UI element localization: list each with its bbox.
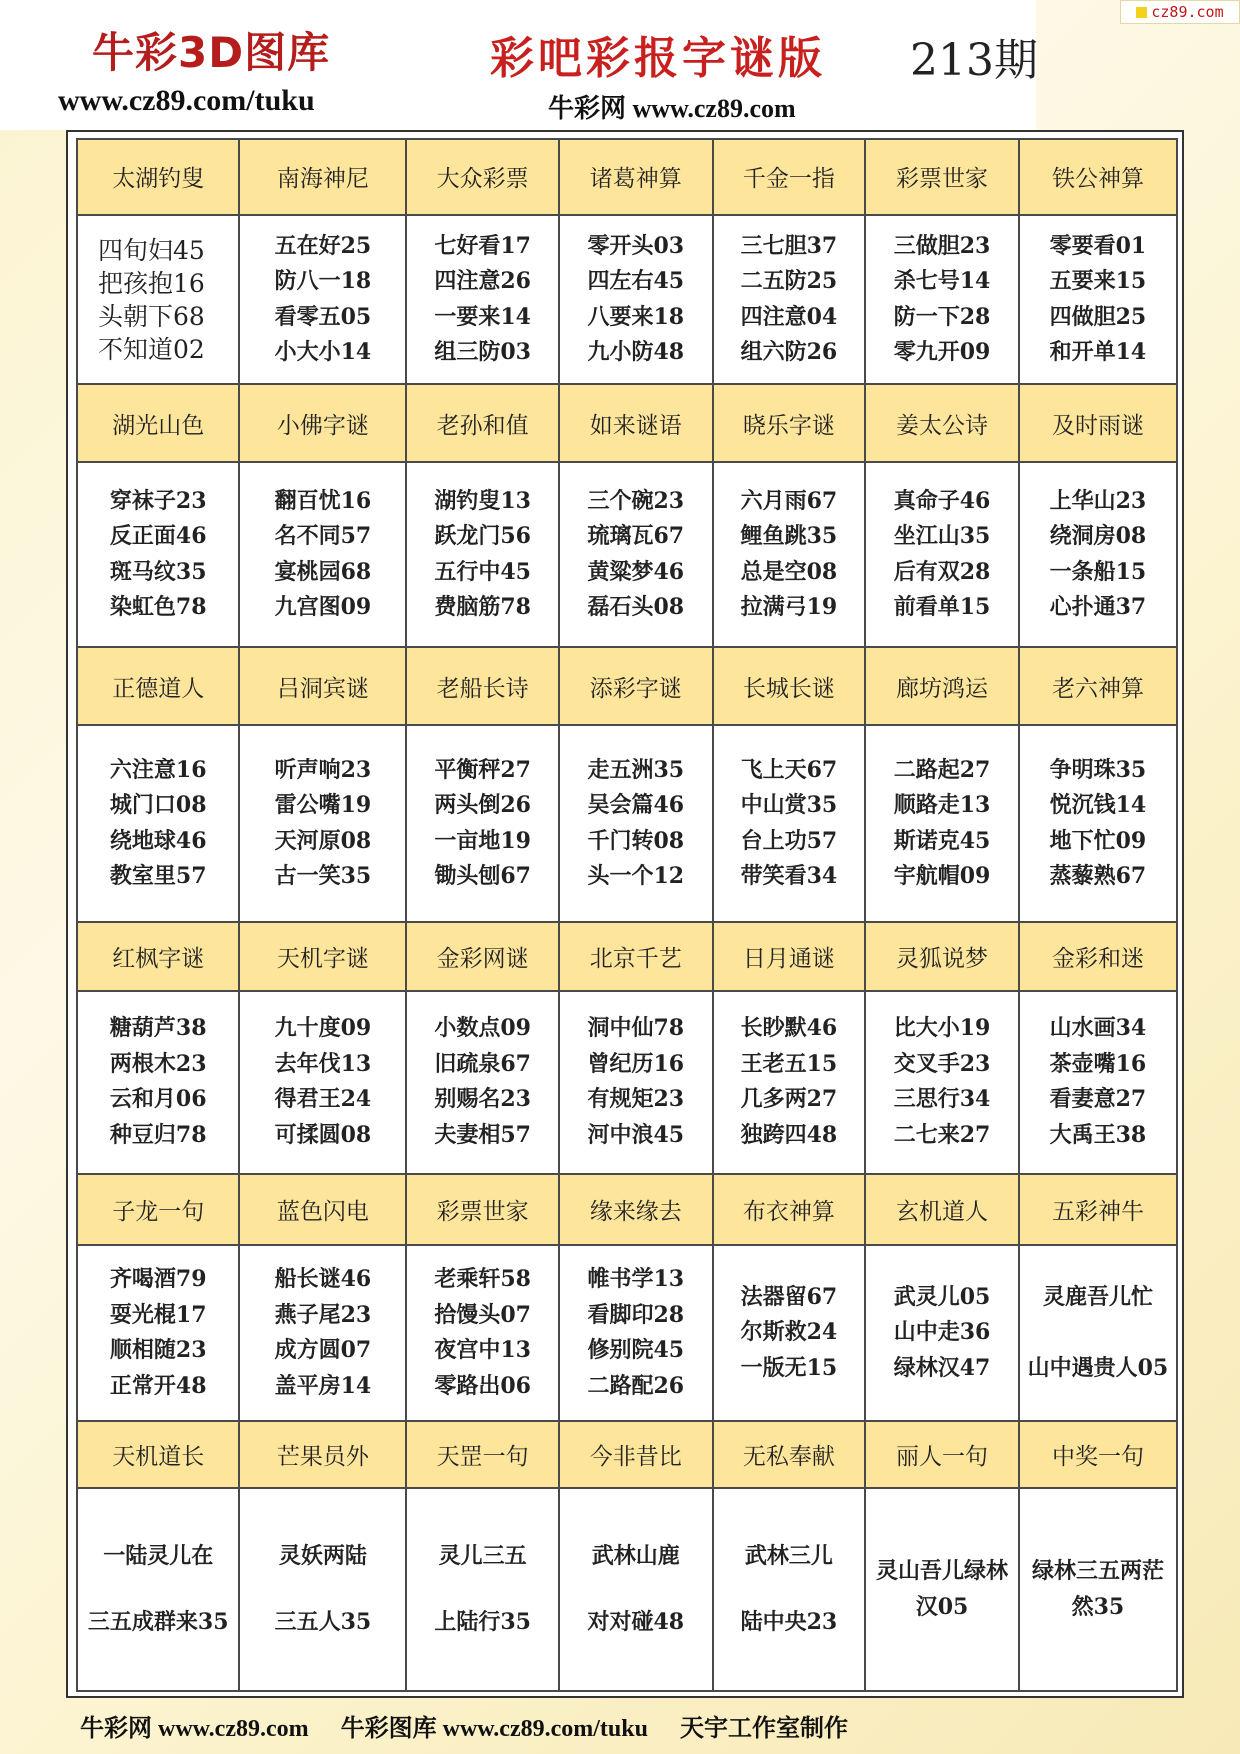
clue-line: 一版无15 — [740, 1354, 838, 1381]
clue-line: 五在好25 — [274, 232, 372, 259]
clue-line: 曾纪历16 — [587, 1050, 685, 1077]
expert-name-cell: 今非昔比 — [559, 1421, 713, 1488]
clue-line: 斑马纹35 — [109, 558, 207, 585]
clue-line: 三思行34 — [893, 1086, 991, 1113]
expert-name-cell: 芒果员外 — [239, 1421, 406, 1488]
clue-cell — [865, 462, 1019, 647]
clue-line: 吴会篇46 — [587, 792, 685, 819]
expert-name-cell: 金彩网谜 — [406, 922, 559, 991]
clue-line: 九宫图09 — [274, 594, 372, 621]
badge-square-icon — [1136, 7, 1147, 18]
clue-line: 河中浪45 — [587, 1121, 685, 1148]
clue-line: 零开头03 — [587, 232, 685, 259]
clue-line: 灵儿三五 — [438, 1543, 527, 1569]
clue-line: 顺路走13 — [893, 792, 991, 819]
clue-line: 教室里57 — [109, 863, 207, 890]
clue-line: 齐喝酒79 — [109, 1266, 207, 1293]
clue-cell — [239, 215, 406, 384]
clue-line: 把孩抱16 — [98, 268, 205, 298]
brand-url-link[interactable]: www.cz89.com/tuku — [58, 84, 315, 117]
clue-row — [77, 725, 1177, 921]
clue-line: 零路出06 — [434, 1372, 531, 1399]
clue-line: 九十度09 — [274, 1015, 372, 1042]
clue-line: 真命子46 — [893, 487, 991, 514]
clue-line: 别赐名23 — [434, 1086, 531, 1113]
clue-line: 陆中央23 — [740, 1608, 838, 1635]
clue-cell — [406, 1245, 559, 1421]
clue-spacer — [78, 1575, 238, 1605]
clue-line: 武林三儿 — [744, 1543, 833, 1569]
expert-name-cell: 吕洞宾谜 — [239, 647, 406, 725]
expert-name-cell: 北京千艺 — [559, 922, 713, 991]
name-row — [77, 922, 1177, 991]
clue-line: 灵鹿吾儿忙 — [1042, 1283, 1153, 1310]
clue-line: 听声响23 — [274, 756, 372, 783]
clue-line: 三五人35 — [274, 1608, 372, 1635]
clue-cell — [406, 725, 559, 921]
clue-line: 旧疏泉67 — [434, 1050, 531, 1077]
footer-studio: 天宇工作室制作 — [679, 1716, 848, 1742]
clue-row — [77, 1488, 1177, 1691]
clue-line: 船长谜46 — [274, 1266, 372, 1293]
clue-line: 磊石头08 — [587, 594, 685, 621]
clue-spacer — [407, 1575, 558, 1605]
clue-line: 二七来27 — [893, 1121, 991, 1148]
clue-line: 种豆归78 — [109, 1121, 207, 1148]
clue-line: 可揉圆08 — [274, 1121, 372, 1148]
clue-line: 云和月06 — [109, 1086, 207, 1113]
clue-line: 茶壶嘴16 — [1049, 1050, 1147, 1077]
clue-line: 鲤鱼跳35 — [740, 523, 838, 550]
clue-line: 坐江山35 — [893, 523, 991, 550]
expert-name-cell: 晓乐字谜 — [713, 384, 866, 462]
clue-line: 防一下28 — [893, 303, 991, 330]
clue-line: 名不同57 — [274, 523, 372, 550]
expert-name-cell: 彩票世家 — [406, 1174, 559, 1245]
clue-cell — [559, 1488, 713, 1691]
clue-line: 头朝下68 — [98, 301, 205, 331]
clue-line: 头一个12 — [587, 863, 685, 890]
clue-line: 三五成群来35 — [87, 1608, 229, 1635]
clue-line: 二路配26 — [587, 1372, 685, 1399]
clue-cell — [1019, 215, 1177, 384]
clue-line: 盖平房14 — [274, 1372, 372, 1399]
clue-line: 反正面46 — [109, 523, 207, 550]
clue-cell — [865, 215, 1019, 384]
site-url-link[interactable]: 牛彩网 www.cz89.com — [548, 94, 796, 123]
issue-number: 213期 — [910, 35, 1038, 86]
clue-line: 三个碗23 — [587, 487, 685, 514]
clue-line: 独跨四48 — [740, 1121, 838, 1148]
clue-line: 有规矩23 — [587, 1086, 685, 1113]
clue-line: 然35 — [1071, 1593, 1125, 1620]
clue-line: 飞上天67 — [740, 756, 838, 783]
clue-cell — [239, 991, 406, 1174]
clue-line: 王老五15 — [740, 1050, 838, 1077]
clue-line: 七好看17 — [434, 232, 531, 259]
clue-line: 中山赏35 — [740, 792, 838, 819]
clue-line: 走五洲35 — [587, 756, 685, 783]
expert-name-cell: 子龙一句 — [77, 1174, 239, 1245]
clue-line: 一要来14 — [434, 303, 531, 330]
corner-badge[interactable] — [1120, 0, 1240, 24]
clue-cell — [559, 462, 713, 647]
clue-line: 山中走36 — [893, 1319, 991, 1346]
clue-line: 跃龙门56 — [434, 523, 531, 550]
clue-cell — [1019, 1488, 1177, 1691]
clue-line: 交叉手23 — [893, 1050, 991, 1077]
name-row — [77, 1174, 1177, 1245]
clue-line: 灵山吾儿绿林 — [876, 1558, 1009, 1584]
expert-name-cell: 彩票世家 — [865, 139, 1019, 215]
clue-line: 一条船15 — [1049, 558, 1147, 585]
clue-line: 组六防26 — [740, 339, 838, 366]
clue-line: 长眇默46 — [740, 1015, 838, 1042]
clue-line: 修别院45 — [587, 1337, 685, 1364]
clue-line: 三做胆23 — [893, 232, 991, 259]
footer-tuku-link[interactable]: 牛彩图库 www.cz89.com/tuku — [340, 1716, 648, 1742]
expert-name-cell: 南海神尼 — [239, 139, 406, 215]
riddle-table — [76, 138, 1178, 1692]
expert-name-cell: 及时雨谜 — [1019, 384, 1177, 462]
clue-spacer — [1020, 1315, 1176, 1351]
expert-name-cell: 小佛字谜 — [239, 384, 406, 462]
clue-line: 正常开48 — [109, 1372, 207, 1399]
clue-line: 穿袜子23 — [109, 487, 207, 514]
clue-line: 绿林三五两茫 — [1031, 1558, 1164, 1584]
expert-name-cell: 五彩神牛 — [1019, 1174, 1177, 1245]
clue-line: 拾馒头07 — [434, 1301, 531, 1328]
clue-line: 八要来18 — [587, 303, 685, 330]
clue-row — [77, 462, 1177, 647]
clue-line: 四旬妇45 — [98, 235, 205, 265]
clue-line: 武林山鹿 — [591, 1543, 680, 1569]
clue-line: 湖钓叟13 — [434, 487, 531, 514]
clue-cell — [406, 991, 559, 1174]
clue-cell — [865, 1245, 1019, 1421]
expert-name-cell: 灵狐说梦 — [865, 922, 1019, 991]
clue-line: 斯诺克45 — [893, 827, 991, 854]
clue-line: 前看单15 — [893, 594, 991, 621]
clue-cell — [865, 725, 1019, 921]
clue-line: 五要来15 — [1049, 268, 1147, 295]
clue-line: 黄粱梦46 — [587, 558, 685, 585]
expert-name-cell: 铁公神算 — [1019, 139, 1177, 215]
clue-cell — [1019, 991, 1177, 1174]
expert-name-cell: 姜太公诗 — [865, 384, 1019, 462]
clue-line: 不知道02 — [98, 334, 205, 364]
expert-name-cell: 丽人一句 — [865, 1421, 1019, 1488]
clue-line: 锄头刨67 — [434, 863, 531, 890]
clue-line: 组三防03 — [434, 339, 531, 366]
clue-line: 千门转08 — [587, 827, 685, 854]
clue-line: 尔斯救24 — [740, 1319, 838, 1346]
clue-line: 地下忙09 — [1049, 827, 1147, 854]
clue-line: 老乘轩58 — [434, 1266, 531, 1293]
clue-line: 台上功57 — [740, 827, 838, 854]
clue-line: 小数点09 — [434, 1015, 531, 1042]
clue-cell — [406, 1488, 559, 1691]
clue-line: 四做胆25 — [1049, 303, 1147, 330]
brand-title: 牛彩3D图库 — [92, 28, 331, 77]
clue-line: 比大小19 — [893, 1015, 991, 1042]
clue-line: 耍光棍17 — [109, 1301, 207, 1328]
clue-line: 染虹色78 — [109, 594, 207, 621]
expert-name-cell: 天机道长 — [77, 1421, 239, 1488]
clue-line: 蒸藜熟67 — [1049, 863, 1147, 890]
name-row — [77, 139, 1177, 215]
clue-cell — [77, 991, 239, 1174]
footer-site-link[interactable]: 牛彩网 www.cz89.com — [80, 1716, 309, 1742]
clue-cell — [1019, 1245, 1177, 1421]
clue-line: 两根木23 — [109, 1050, 207, 1077]
expert-name-cell: 天罡一句 — [406, 1421, 559, 1488]
expert-name-cell: 无私奉献 — [713, 1421, 866, 1488]
clue-cell — [1019, 725, 1177, 921]
clue-line: 四注意26 — [434, 268, 531, 295]
footer — [80, 1708, 874, 1743]
clue-line: 四左右45 — [587, 268, 685, 295]
clue-line: 燕子尾23 — [274, 1301, 372, 1328]
expert-name-cell: 天机字谜 — [239, 922, 406, 991]
expert-name-cell: 太湖钓叟 — [77, 139, 239, 215]
name-row — [77, 384, 1177, 462]
clue-line: 六注意16 — [109, 756, 207, 783]
clue-line: 看脚印28 — [587, 1301, 685, 1328]
clue-line: 绕地球46 — [109, 827, 207, 854]
clue-line: 武灵儿05 — [893, 1283, 991, 1310]
clue-spacer — [714, 1575, 865, 1605]
clue-line: 雷公嘴19 — [274, 792, 372, 819]
clue-cell — [77, 725, 239, 921]
clue-line: 灵妖两陆 — [278, 1543, 367, 1569]
expert-name-cell: 玄机道人 — [865, 1174, 1019, 1245]
clue-line: 古一笑35 — [274, 863, 372, 890]
clue-line: 九小防48 — [587, 339, 685, 366]
clue-line: 帷书学13 — [587, 1266, 685, 1293]
clue-line: 三七胆37 — [740, 232, 838, 259]
clue-cell — [239, 462, 406, 647]
expert-name-cell: 日月通谜 — [713, 922, 866, 991]
clue-line: 去年伐13 — [274, 1050, 372, 1077]
clue-line: 夫妻相57 — [434, 1121, 531, 1148]
expert-name-cell: 老孙和值 — [406, 384, 559, 462]
clue-spacer — [240, 1575, 405, 1605]
clue-cell — [559, 725, 713, 921]
clue-cell — [239, 725, 406, 921]
clue-line: 宴桃园68 — [274, 558, 372, 585]
expert-name-cell: 正德道人 — [77, 647, 239, 725]
clue-line: 平衡秤27 — [434, 756, 531, 783]
expert-name-cell: 千金一指 — [713, 139, 866, 215]
clue-cell — [406, 462, 559, 647]
corner-badge-text: cz89.com — [1151, 3, 1224, 21]
clue-line: 二路起27 — [893, 756, 991, 783]
clue-line: 汉05 — [915, 1593, 969, 1620]
clue-line: 绿林汉47 — [893, 1354, 991, 1381]
expert-name-cell: 诸葛神算 — [559, 139, 713, 215]
clue-line: 六月雨67 — [740, 487, 838, 514]
clue-line: 翻百忧16 — [274, 487, 372, 514]
expert-name-cell: 廊坊鸿运 — [865, 647, 1019, 725]
clue-cell — [239, 1488, 406, 1691]
clue-line: 心扑通37 — [1049, 594, 1147, 621]
clue-cell — [406, 215, 559, 384]
expert-name-cell: 中奖一句 — [1019, 1421, 1177, 1488]
clue-line: 琉璃瓦67 — [587, 523, 685, 550]
expert-name-cell: 布衣神算 — [713, 1174, 866, 1245]
clue-line: 后有双28 — [893, 558, 991, 585]
clue-line: 带笑看34 — [740, 863, 838, 890]
clue-line: 山水画34 — [1049, 1015, 1147, 1042]
clue-line: 看零五05 — [274, 303, 372, 330]
expert-name-cell: 大众彩票 — [406, 139, 559, 215]
clue-row — [77, 215, 1177, 384]
clue-line: 山中遇贵人05 — [1027, 1354, 1169, 1381]
expert-name-cell: 蓝色闪电 — [239, 1174, 406, 1245]
clue-line: 顺相随23 — [109, 1337, 207, 1364]
expert-name-cell: 如来谜语 — [559, 384, 713, 462]
clue-cell — [239, 1245, 406, 1421]
clue-line: 夜宫中13 — [434, 1337, 531, 1364]
clue-cell — [865, 991, 1019, 1174]
clue-line: 零要看01 — [1049, 232, 1147, 259]
clue-line: 成方圆07 — [274, 1337, 372, 1364]
clue-line: 上陆行35 — [434, 1608, 531, 1635]
expert-name-cell: 添彩字谜 — [559, 647, 713, 725]
expert-name-cell: 湖光山色 — [77, 384, 239, 462]
clue-row — [77, 991, 1177, 1174]
clue-line: 四注意04 — [740, 303, 838, 330]
clue-cell — [713, 215, 866, 384]
clue-line: 费脑筋78 — [434, 594, 531, 621]
clue-line: 五行中45 — [434, 558, 531, 585]
clue-line: 杀七号14 — [893, 268, 991, 295]
expert-name-cell: 老船长诗 — [406, 647, 559, 725]
clue-cell — [713, 991, 866, 1174]
clue-line: 防八一18 — [274, 268, 372, 295]
clue-line: 绕洞房08 — [1049, 523, 1147, 550]
clue-line: 法器留67 — [740, 1283, 838, 1310]
clue-line: 得君王24 — [274, 1086, 372, 1113]
clue-line: 悦沉钱14 — [1049, 792, 1147, 819]
clue-cell — [713, 1245, 866, 1421]
clue-line: 两头倒26 — [434, 792, 531, 819]
expert-name-cell: 缘来缘去 — [559, 1174, 713, 1245]
clue-line: 上华山23 — [1049, 487, 1147, 514]
clue-line: 糖葫芦38 — [109, 1015, 207, 1042]
clue-line: 一亩地19 — [434, 827, 531, 854]
clue-cell — [559, 1245, 713, 1421]
clue-line: 零九开09 — [893, 339, 991, 366]
clue-cell — [713, 1488, 866, 1691]
clue-line: 大禹王38 — [1049, 1121, 1147, 1148]
clue-cell — [559, 991, 713, 1174]
clue-line: 洞中仙78 — [587, 1015, 685, 1042]
expert-name-cell: 长城长谜 — [713, 647, 866, 725]
clue-line: 对对碰48 — [587, 1608, 685, 1635]
clue-spacer — [560, 1575, 712, 1605]
expert-name-cell: 老六神算 — [1019, 647, 1177, 725]
clue-line: 天河原08 — [274, 827, 372, 854]
clue-line: 和开单14 — [1049, 339, 1147, 366]
clue-line: 城门口08 — [109, 792, 207, 819]
name-row — [77, 1421, 1177, 1488]
clue-cell — [77, 215, 239, 384]
clue-cell — [559, 215, 713, 384]
clue-cell — [865, 1488, 1019, 1691]
clue-row — [77, 1245, 1177, 1421]
expert-name-cell: 红枫字谜 — [77, 922, 239, 991]
clue-cell — [713, 462, 866, 647]
clue-line: 小大小14 — [274, 339, 372, 366]
clue-line: 总是空08 — [740, 558, 838, 585]
clue-line: 二五防25 — [740, 268, 838, 295]
clue-cell — [77, 1488, 239, 1691]
name-row — [77, 647, 1177, 725]
clue-cell — [77, 462, 239, 647]
clue-cell — [713, 725, 866, 921]
expert-name-cell: 金彩和迷 — [1019, 922, 1177, 991]
clue-cell — [1019, 462, 1177, 647]
clue-line: 拉满弓19 — [740, 594, 838, 621]
clue-line: 争明珠35 — [1049, 756, 1147, 783]
clue-cell — [77, 1245, 239, 1421]
clue-line: 一陆灵儿在 — [103, 1543, 214, 1569]
clue-line: 看妻意27 — [1049, 1086, 1147, 1113]
page-title: 彩吧彩报字谜版 — [490, 33, 826, 84]
clue-line: 几多两27 — [740, 1086, 838, 1113]
clue-line: 宇航帽09 — [893, 863, 991, 890]
